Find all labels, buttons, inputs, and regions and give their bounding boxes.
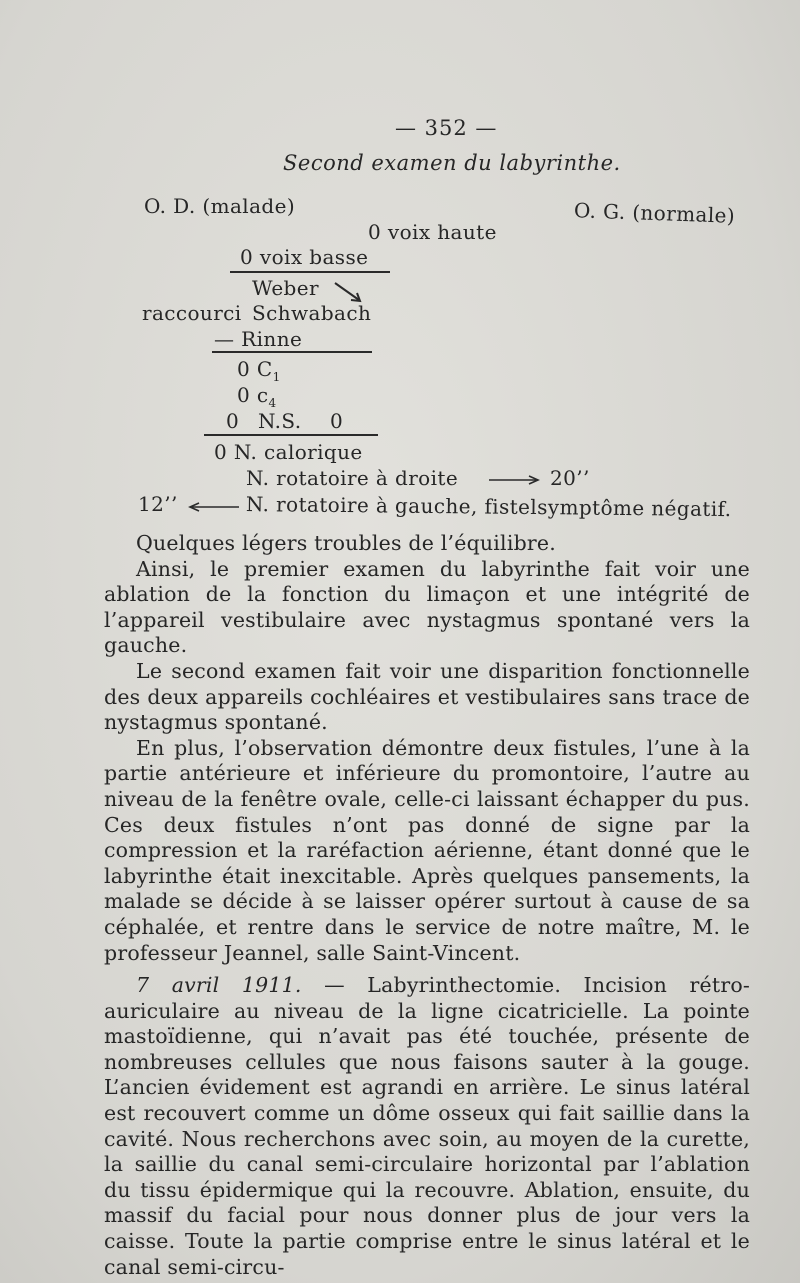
c4-row: [237, 383, 277, 410]
date-lead: 7 avril 1911.: [136, 973, 302, 998]
c1-row: [237, 357, 281, 384]
voix-haute: 0 voix haute: [368, 220, 497, 244]
paragraph: Ainsi, le premier examen du labyrinthe fait voir une ablation de la fonction du limaçon et une intégrité de l’appareil vestibulaire avec nystagmus spontané vers la gauche.: [104, 556, 750, 658]
schwabach: Schwabach: [252, 301, 372, 325]
rinne: — Rinne: [214, 327, 303, 351]
ns-right-value: 0: [330, 409, 344, 433]
c1-label: 0 C: [237, 357, 273, 381]
ns-left-value: 0: [226, 409, 240, 433]
n-calorique: 0 N. calorique: [214, 440, 363, 464]
paragraph: Quelques légers troubles de l’équilibre.: [136, 531, 556, 555]
arrow-right-icon: [488, 474, 540, 486]
n-rotatoire-gauche: N. rotatoire à gauche, fistelsymptôme négatif.: [245, 492, 732, 522]
paragraph: En plus, l’observation démontre deux fistules, l’une à la partie antérieure et inférieure du promontoire, l’autre au niveau de la fenêtre ovale, celle-ci laissant échapper du pus. Ces deux fistules n’ont pas donné de signe par la compression et la raréfaction aérienne, étant donné que le labyrinthe était inexcitable. Après quelques pansements, la malade se décide à se laisser opérer surtout à cause de sa céphalée, et rentre dans le service de notre maître, M. le professeur Jeannel, salle Saint-Vincent.: [104, 735, 750, 965]
paragraph-operation: [104, 973, 750, 1280]
arrow-left-icon: [188, 501, 240, 513]
od-label: O. D. (malade): [144, 194, 296, 218]
operation-text: — Labyrinthectomie. Incision rétro-auriculaire au niveau de la ligne cicatricielle. La pointe mastoïdienne, qui n’avait pas été touchée, présente de nombreuses cellules que nous faisons sauter à la gouge. L’ancien évidement est agrandi en arrière. Le sinus latéral est recouvert comme un dôme osseux qui fait saillie dans la cavité. Nous recherchons avec soin, au moyen de la curette, la saillie du canal semi-circulaire horizontal par l’ablation du tissu épidermique qui la recouvre. Ablation, ensuite, du massif du facial pour nous donner plus de jour vers la caisse. Toute la partie comprise entre le sinus latéral et le canal semi-circu-: [104, 973, 750, 1279]
weber: Weber: [252, 276, 319, 300]
paragraph: Le second examen fait voir une disparition fonctionnelle des deux appareils cochléaires et vestibulaires sans trace de nystagmus spontané.: [104, 658, 750, 735]
og-label: O. G. (normale): [573, 198, 736, 228]
voix-basse: 0 voix basse: [240, 245, 369, 269]
separator-line: [204, 434, 378, 436]
page-number: — 352 —: [395, 116, 498, 140]
n-rotatoire-droite: N. rotatoire à droite: [246, 466, 459, 490]
separator-line: [212, 351, 372, 353]
ns-label: N.S.: [258, 409, 302, 433]
diagonal-arrow-icon: [333, 281, 363, 303]
separator-line: [230, 271, 390, 273]
rot-gauche-value: 12’’: [138, 492, 178, 516]
c4-subscript: 4: [268, 396, 277, 410]
body-text: [104, 531, 750, 1280]
c4-label: 0 c: [237, 383, 269, 407]
c1-subscript: 1: [272, 370, 281, 384]
rot-droite-value: 20’’: [550, 466, 590, 490]
section-title: Second examen du labyrinthe.: [283, 151, 621, 175]
raccourci: raccourci: [142, 301, 242, 325]
